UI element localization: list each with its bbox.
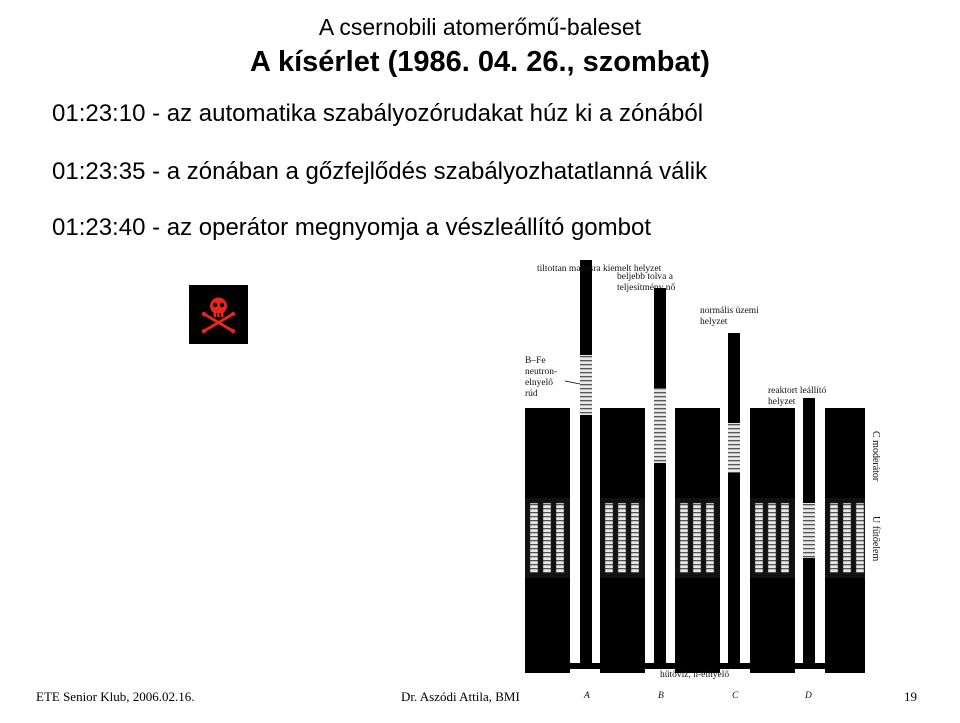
label-normalis: normális üzemi helyzet — [700, 306, 759, 327]
column-label-a: A — [584, 691, 590, 701]
label-leallito: reaktort leállító helyzet — [768, 386, 827, 407]
label-futoelem: U fűtőelem — [870, 516, 881, 562]
skull-crossbones-icon[interactable] — [189, 285, 248, 344]
label-hutoviz: hűtővíz, n-elnyelő — [660, 670, 730, 680]
page-number: 19 — [904, 689, 917, 704]
label-beljebb: beljebb tolva a teljesítmény nő — [617, 272, 676, 293]
column-label-b: B — [658, 691, 664, 701]
column-label-d: D — [805, 691, 812, 701]
column-label-c: C — [732, 691, 739, 701]
slide-title: A kísérlet (1986. 04. 26., szombat) — [250, 46, 710, 78]
timeline-item-1: 01:23:10 - az automatika szabályozórudakat húz ki a zónából — [52, 100, 704, 127]
label-bfe-rod: B–Fe neutron- elnyelő rúd — [525, 356, 558, 399]
timeline-item-2: 01:23:35 - a zónában a gőzfejlődés szabályozhatatlanná válik — [52, 158, 708, 185]
footer-left: ETE Senior Klub, 2006.02.16. — [36, 689, 195, 704]
label-moderator: C moderátor — [870, 431, 881, 482]
slide-subtitle: A csernobili atomerőmű-baleset — [318, 14, 642, 40]
label-tiltottan: tiltottan magasra kiemelt helyzet — [537, 264, 662, 274]
timeline-item-3: 01:23:40 - az operátor megnyomja a vészleállító gombot — [52, 214, 652, 241]
footer-author: Dr. Aszódi Attila, BMI — [401, 689, 520, 704]
reactor-rod-diagram — [525, 248, 880, 718]
